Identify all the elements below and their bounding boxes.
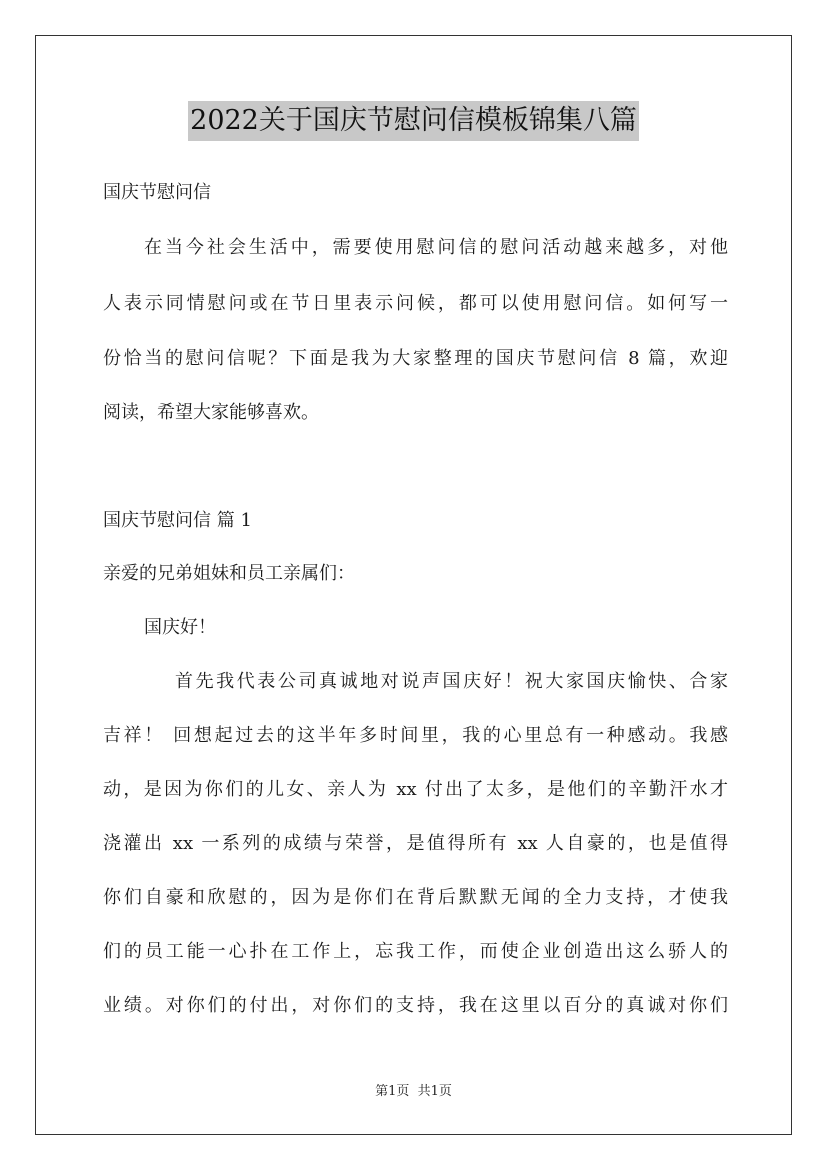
body-line-1: 首先我代表公司真诚地对说声国庆好！祝大家国庆愉快、合家: [175, 671, 728, 692]
body-line-6: 们的员工能一心扑在工作上，忘我工作，而使企业创造出这么骄人的: [103, 941, 728, 962]
intro-line-3: 份恰当的慰问信呢？下面是我为大家整理的国庆节慰问信 8 篇，欢迎: [103, 348, 728, 369]
greeting: 国庆好！: [144, 617, 216, 638]
title-container: [0, 101, 827, 141]
body-line-7: 业绩。对你们的付出，对你们的支持，我在这里以百分的真诚对你们: [103, 995, 728, 1016]
page-footer: [0, 1083, 827, 1101]
intro-line-2: 人表示同情慰问或在节日里表示问候，都可以使用慰问信。如何写一: [103, 293, 728, 314]
article-heading: 国庆节慰问信 篇 1: [103, 510, 252, 531]
page-number: 第1页: [375, 1084, 410, 1099]
body-line-5: 你们自豪和欣慰的，因为是你们在背后默默无闻的全力支持，才使我: [103, 887, 728, 908]
salutation: 亲爱的兄弟姐妹和员工亲属们：: [103, 563, 355, 584]
body-line-2: 吉祥！ 回想起过去的这半年多时间里，我的心里总有一种感动。我感: [103, 725, 728, 746]
body-line-3: 动，是因为你们的儿女、亲人为 xx 付出了太多，是他们的辛勤汗水才: [103, 779, 728, 800]
intro-line-4: 阅读，希望大家能够喜欢。: [103, 402, 319, 423]
body-line-4: 浇灌出 xx 一系列的成绩与荣誉，是值得所有 xx 人自豪的，也是值得: [103, 833, 728, 854]
section-heading: 国庆节慰问信: [103, 182, 211, 203]
intro-line-1: 在当今社会生活中，需要使用慰问信的慰问活动越来越多，对他: [144, 237, 728, 258]
total-pages: 共1页: [417, 1084, 452, 1099]
document-title: 2022关于国庆节慰问信模板锦集八篇: [188, 101, 639, 141]
